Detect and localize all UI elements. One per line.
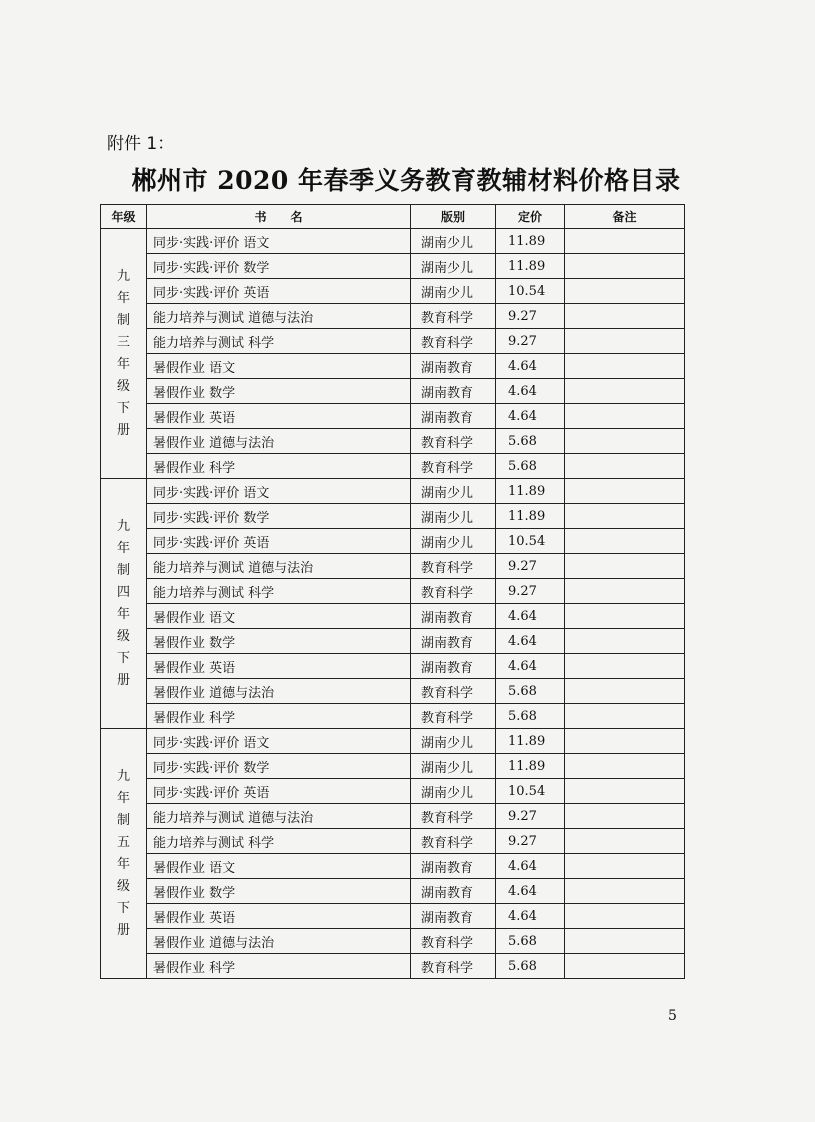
book-title-cell: 同步·实践·评价 英语: [147, 529, 411, 554]
notes-cell: [565, 229, 685, 254]
table-row: [101, 379, 685, 404]
notes-cell: [565, 579, 685, 604]
column-header-grade: 年级: [101, 205, 147, 229]
table-row: [101, 554, 685, 579]
publisher-cell: 湖南教育: [411, 904, 496, 929]
price-cell: 5.68: [496, 929, 565, 954]
notes-cell: [565, 779, 685, 804]
table-row: [101, 854, 685, 879]
book-title-cell: 能力培养与测试 道德与法治: [147, 804, 411, 829]
table-row: [101, 604, 685, 629]
publisher-cell: 教育科学: [411, 304, 496, 329]
price-cell: 11.89: [496, 479, 565, 504]
publisher-cell: 教育科学: [411, 829, 496, 854]
publisher-cell: 湖南教育: [411, 379, 496, 404]
price-cell: 4.64: [496, 629, 565, 654]
table-row: [101, 579, 685, 604]
book-title-cell: 同步·实践·评价 数学: [147, 754, 411, 779]
book-title-cell: 暑假作业 语文: [147, 354, 411, 379]
publisher-cell: 湖南少儿: [411, 754, 496, 779]
notes-cell: [565, 729, 685, 754]
publisher-cell: 教育科学: [411, 579, 496, 604]
table-row: [101, 829, 685, 854]
book-title-cell: 能力培养与测试 道德与法治: [147, 304, 411, 329]
book-title-cell: 同步·实践·评价 语文: [147, 729, 411, 754]
table-row: [101, 479, 685, 504]
book-title-cell: 暑假作业 道德与法治: [147, 929, 411, 954]
book-title-cell: 暑假作业 科学: [147, 954, 411, 979]
publisher-cell: 教育科学: [411, 804, 496, 829]
publisher-cell: 湖南教育: [411, 604, 496, 629]
grade-cell: [101, 479, 147, 729]
price-cell: 4.64: [496, 404, 565, 429]
book-title-cell: 能力培养与测试 科学: [147, 329, 411, 354]
table-row: [101, 954, 685, 979]
table-row: [101, 904, 685, 929]
table-row: [101, 654, 685, 679]
book-title-cell: 能力培养与测试 科学: [147, 579, 411, 604]
column-header-notes: 备注: [565, 205, 685, 229]
notes-cell: [565, 254, 685, 279]
table-row: [101, 504, 685, 529]
table-row: [101, 279, 685, 304]
publisher-cell: 教育科学: [411, 454, 496, 479]
notes-cell: [565, 879, 685, 904]
price-cell: 5.68: [496, 954, 565, 979]
price-cell: 9.27: [496, 579, 565, 604]
notes-cell: [565, 479, 685, 504]
notes-cell: [565, 529, 685, 554]
table-row: [101, 354, 685, 379]
book-title-cell: 同步·实践·评价 数学: [147, 254, 411, 279]
book-title-cell: 暑假作业 英语: [147, 654, 411, 679]
book-title-cell: 同步·实践·评价 语文: [147, 479, 411, 504]
notes-cell: [565, 279, 685, 304]
publisher-cell: 湖南教育: [411, 654, 496, 679]
notes-cell: [565, 954, 685, 979]
price-cell: 5.68: [496, 429, 565, 454]
table-row: [101, 754, 685, 779]
publisher-cell: 湖南教育: [411, 879, 496, 904]
table-row: [101, 529, 685, 554]
notes-cell: [565, 904, 685, 929]
grade-cell: [101, 229, 147, 479]
page-number: 5: [668, 1008, 677, 1024]
publisher-cell: 湖南少儿: [411, 504, 496, 529]
table-row: [101, 929, 685, 954]
publisher-cell: 教育科学: [411, 554, 496, 579]
price-cell: 4.64: [496, 879, 565, 904]
table-body: [101, 229, 685, 979]
price-cell: 9.27: [496, 804, 565, 829]
price-cell: 4.64: [496, 854, 565, 879]
publisher-cell: 湖南教育: [411, 404, 496, 429]
table-row: [101, 329, 685, 354]
book-title-cell: 暑假作业 语文: [147, 854, 411, 879]
notes-cell: [565, 429, 685, 454]
price-cell: 11.89: [496, 229, 565, 254]
price-cell: 4.64: [496, 654, 565, 679]
column-header-price: 定价: [496, 205, 565, 229]
book-title-cell: 能力培养与测试 科学: [147, 829, 411, 854]
book-title-cell: 同步·实践·评价 语文: [147, 229, 411, 254]
price-cell: 5.68: [496, 704, 565, 729]
price-cell: 11.89: [496, 729, 565, 754]
price-cell: 9.27: [496, 829, 565, 854]
price-cell: 5.68: [496, 454, 565, 479]
notes-cell: [565, 829, 685, 854]
notes-cell: [565, 854, 685, 879]
table-row: [101, 454, 685, 479]
publisher-cell: 湖南教育: [411, 854, 496, 879]
grade-label: 九年制四年级下册: [116, 518, 130, 688]
table-row: [101, 704, 685, 729]
notes-cell: [565, 554, 685, 579]
column-header-publisher: 版别: [411, 205, 496, 229]
table-row: [101, 229, 685, 254]
notes-cell: [565, 404, 685, 429]
grade-cell: [101, 729, 147, 979]
table-row: [101, 879, 685, 904]
price-cell: 10.54: [496, 279, 565, 304]
notes-cell: [565, 929, 685, 954]
document-title: 郴州市 2020 年春季义务教育教辅材料价格目录: [131, 166, 681, 195]
notes-cell: [565, 304, 685, 329]
book-title-cell: 同步·实践·评价 英语: [147, 779, 411, 804]
table-row: [101, 629, 685, 654]
book-title-cell: 同步·实践·评价 数学: [147, 504, 411, 529]
price-cell: 9.27: [496, 329, 565, 354]
publisher-cell: 湖南少儿: [411, 779, 496, 804]
notes-cell: [565, 804, 685, 829]
price-cell: 9.27: [496, 554, 565, 579]
book-title-cell: 暑假作业 道德与法治: [147, 429, 411, 454]
price-cell: 4.64: [496, 904, 565, 929]
notes-cell: [565, 679, 685, 704]
book-title-cell: 暑假作业 英语: [147, 904, 411, 929]
publisher-cell: 教育科学: [411, 429, 496, 454]
price-table: [100, 204, 685, 979]
publisher-cell: 教育科学: [411, 679, 496, 704]
book-title-cell: 暑假作业 数学: [147, 879, 411, 904]
grade-label: 九年制五年级下册: [116, 768, 130, 938]
notes-cell: [565, 629, 685, 654]
notes-cell: [565, 704, 685, 729]
table-row: [101, 804, 685, 829]
publisher-cell: 教育科学: [411, 704, 496, 729]
table-row: [101, 404, 685, 429]
price-cell: 4.64: [496, 379, 565, 404]
price-cell: 10.54: [496, 779, 565, 804]
table-row: [101, 429, 685, 454]
book-title-cell: 暑假作业 语文: [147, 604, 411, 629]
notes-cell: [565, 754, 685, 779]
grade-label: 九年制三年级下册: [116, 268, 130, 438]
publisher-cell: 湖南少儿: [411, 529, 496, 554]
price-cell: 11.89: [496, 754, 565, 779]
notes-cell: [565, 604, 685, 629]
publisher-cell: 湖南少儿: [411, 279, 496, 304]
notes-cell: [565, 654, 685, 679]
notes-cell: [565, 454, 685, 479]
publisher-cell: 教育科学: [411, 954, 496, 979]
table-row: [101, 779, 685, 804]
book-title-cell: 暑假作业 科学: [147, 704, 411, 729]
book-title-cell: 暑假作业 科学: [147, 454, 411, 479]
table-row: [101, 304, 685, 329]
book-title-cell: 能力培养与测试 道德与法治: [147, 554, 411, 579]
book-title-cell: 暑假作业 数学: [147, 629, 411, 654]
table-row: [101, 254, 685, 279]
book-title-cell: 暑假作业 道德与法治: [147, 679, 411, 704]
price-cell: 11.89: [496, 504, 565, 529]
price-cell: 4.64: [496, 604, 565, 629]
price-cell: 9.27: [496, 304, 565, 329]
notes-cell: [565, 379, 685, 404]
publisher-cell: 湖南少儿: [411, 229, 496, 254]
book-title-cell: 暑假作业 数学: [147, 379, 411, 404]
publisher-cell: 湖南少儿: [411, 729, 496, 754]
notes-cell: [565, 354, 685, 379]
publisher-cell: 教育科学: [411, 329, 496, 354]
attachment-label: 附件 1：: [107, 134, 175, 154]
publisher-cell: 湖南教育: [411, 354, 496, 379]
column-header-title: 书 名: [147, 205, 411, 229]
price-cell: 5.68: [496, 679, 565, 704]
notes-cell: [565, 504, 685, 529]
table-header-row: [101, 205, 685, 229]
notes-cell: [565, 329, 685, 354]
price-cell: 10.54: [496, 529, 565, 554]
publisher-cell: 湖南少儿: [411, 254, 496, 279]
book-title-cell: 暑假作业 英语: [147, 404, 411, 429]
price-cell: 4.64: [496, 354, 565, 379]
publisher-cell: 教育科学: [411, 929, 496, 954]
price-cell: 11.89: [496, 254, 565, 279]
table-row: [101, 679, 685, 704]
publisher-cell: 湖南教育: [411, 629, 496, 654]
publisher-cell: 湖南少儿: [411, 479, 496, 504]
book-title-cell: 同步·实践·评价 英语: [147, 279, 411, 304]
table-row: [101, 729, 685, 754]
